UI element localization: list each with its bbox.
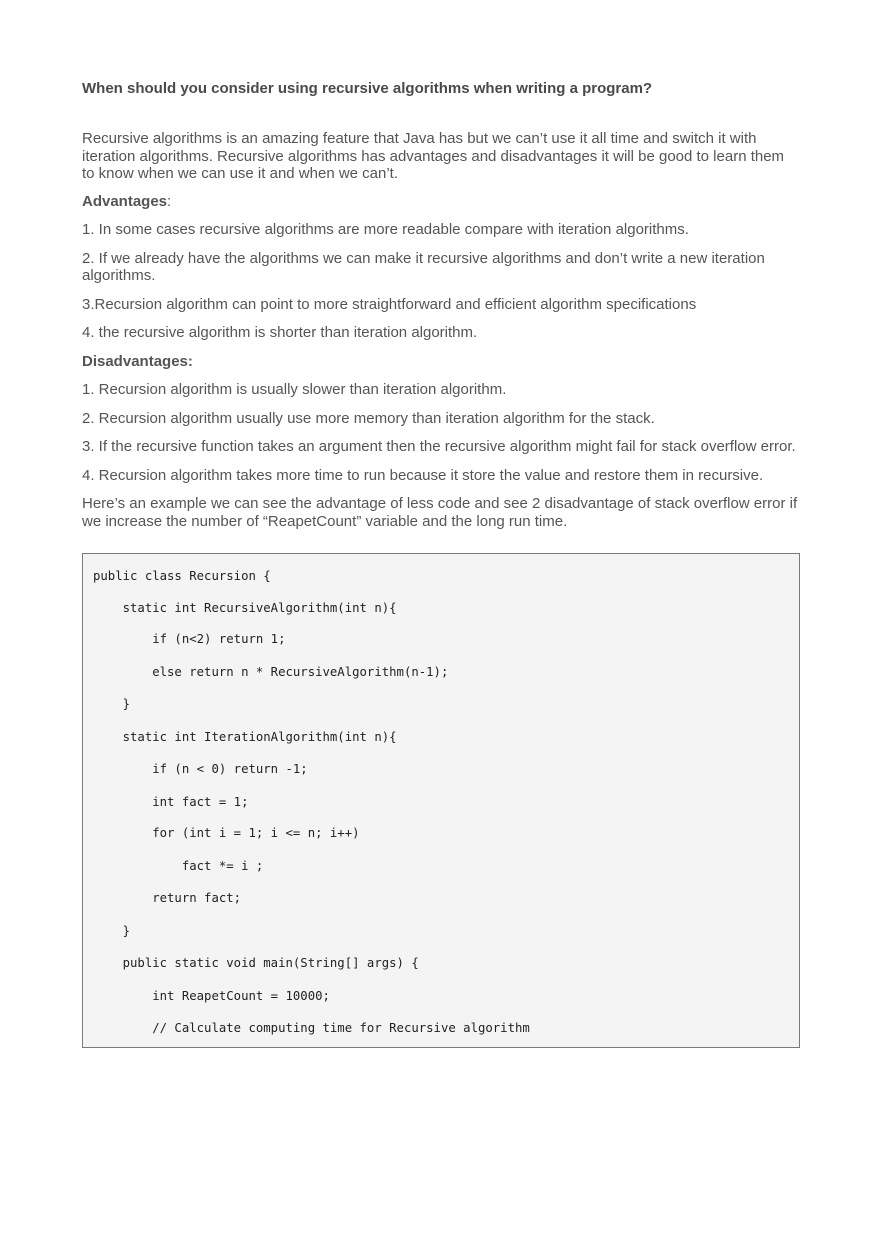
advantage-item: 2. If we already have the algorithms we can make it recursive algorithms and don’t write a new iteration algorithms. bbox=[82, 249, 765, 284]
intro-paragraph: Recursive algorithms is an amazing feature that Java has but we can’t use it all time and switch it with iteration algorithms. Recursive algorithms has advantages and disadvantages it will be good to learn them to know when we can use it and when we can’t. bbox=[82, 130, 785, 182]
page-title: When should you consider using recursive algorithms when writing a program? bbox=[82, 80, 653, 97]
code-line: int fact = 1; bbox=[93, 795, 249, 809]
code-line: public class Recursion { bbox=[93, 569, 271, 583]
code-line: fact *= i ; bbox=[93, 859, 264, 873]
advantage-item: 1. In some cases recursive algorithms are more readable compare with iteration algorithms. bbox=[82, 221, 689, 238]
code-line: return fact; bbox=[93, 891, 242, 905]
code-line: static int IterationAlgorithm(int n){ bbox=[93, 730, 397, 744]
advantage-item: 4. the recursive algorithm is shorter than iteration algorithm. bbox=[82, 324, 478, 341]
code-line: else return n * RecursiveAlgorithm(n-1); bbox=[93, 665, 449, 679]
code-line: if (n < 0) return -1; bbox=[93, 762, 308, 776]
code-line: if (n<2) return 1; bbox=[93, 632, 286, 646]
code-line: } bbox=[93, 697, 131, 711]
code-line: // Calculate computing time for Recursive algorithm bbox=[93, 1021, 530, 1035]
advantage-item: 3.Recursion algorithm can point to more straightforward and efficient algorithm specifications bbox=[82, 295, 697, 313]
document-body bbox=[82, 78, 800, 530]
advantages-heading bbox=[82, 193, 800, 211]
code-line: public static void main(String[] args) { bbox=[93, 956, 419, 970]
disadvantage-item: 3. If the recursive function takes an argument then the recursive algorithm might fail for stack overflow error. bbox=[82, 438, 796, 455]
example-paragraph: Here’s an example we can see the advantage of less code and see 2 disadvantage of stack overflow error if we increase the number of “ReapetCount” variable and the long run time. bbox=[82, 495, 798, 530]
disadvantage-item: 2. Recursion algorithm usually use more memory than iteration algorithm for the stack. bbox=[82, 409, 655, 427]
code-line: static int RecursiveAlgorithm(int n){ bbox=[93, 601, 397, 615]
disadvantage-item: 1. Recursion algorithm is usually slower than iteration algorithm. bbox=[82, 381, 507, 398]
code-line: for (int i = 1; i <= n; i++) bbox=[93, 826, 360, 840]
advantages-colon: : bbox=[167, 192, 172, 210]
disadvantage-item: 4. Recursion algorithm takes more time to run because it store the value and restore them in recursive. bbox=[82, 466, 764, 484]
code-line: int ReapetCount = 10000; bbox=[93, 989, 330, 1003]
advantages-label: Advantages bbox=[82, 192, 168, 210]
disadvantages-heading: Disadvantages: bbox=[82, 352, 193, 370]
code-block bbox=[82, 553, 800, 1048]
code-line: } bbox=[93, 924, 131, 938]
